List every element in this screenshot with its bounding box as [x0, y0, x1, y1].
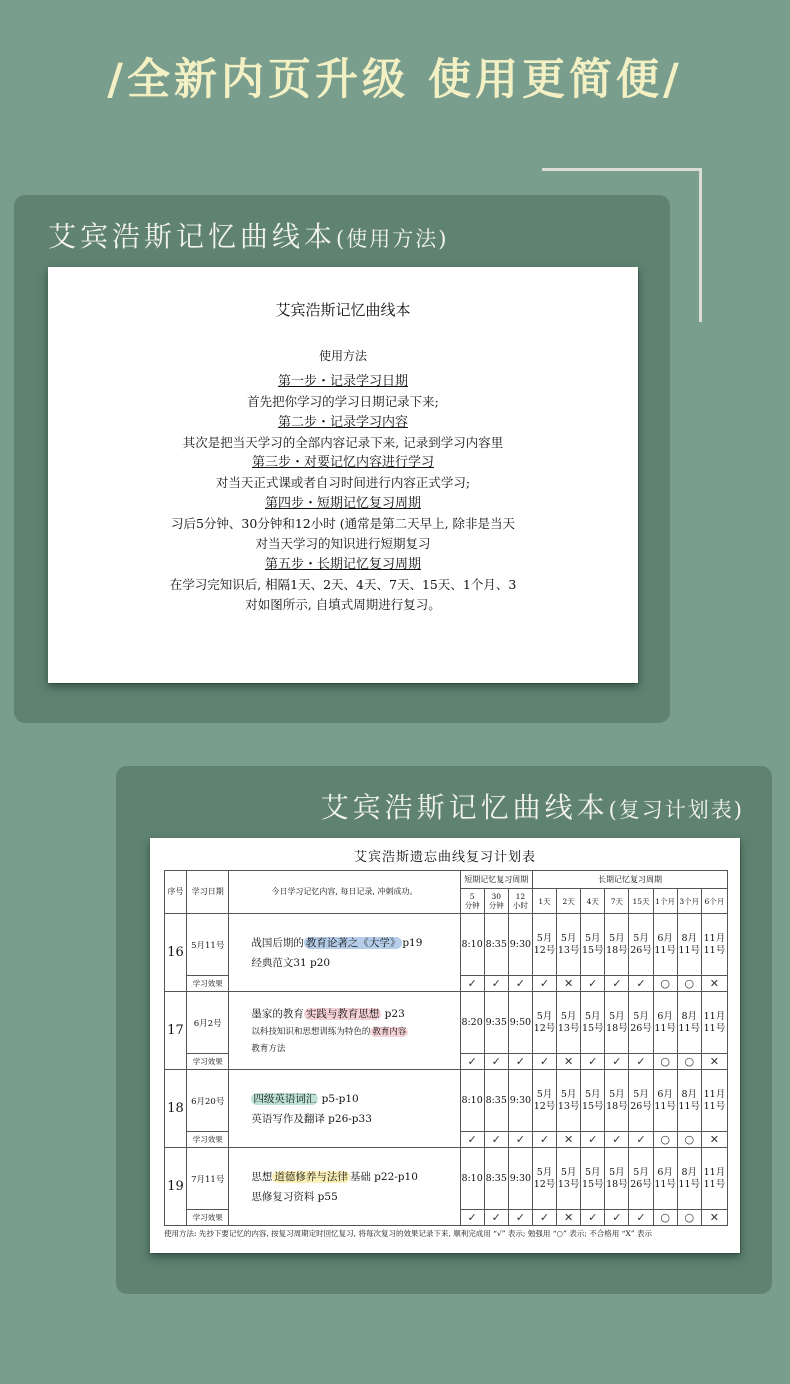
review-result-mark[interactable]: ✕ [557, 1054, 581, 1070]
step-4-text-2: 对当天学习的知识进行短期复习 [255, 536, 431, 551]
review-result-mark[interactable]: ○ [653, 1210, 677, 1226]
review-result-mark[interactable]: ✓ [581, 1054, 605, 1070]
long-term-date[interactable]: 11月 11号 [701, 992, 727, 1054]
review-result-mark[interactable]: ✓ [484, 976, 508, 992]
header-12h: 12 小时 [508, 889, 532, 914]
plan-row [165, 914, 728, 976]
row-date[interactable]: 6月2号 [187, 992, 229, 1054]
review-result-mark[interactable]: ✓ [460, 1054, 484, 1070]
plan-row [165, 1148, 728, 1210]
short-term-time[interactable]: 9:30 [508, 1070, 532, 1132]
review-result-mark[interactable]: ✕ [701, 1054, 727, 1070]
effect-label: 学习效果 [187, 976, 229, 992]
step-4-text-1: 习后5分钟、30分钟和12小时 (通常是第二天早上, 除非是当天 [170, 515, 516, 531]
review-result-mark[interactable]: ○ [653, 1132, 677, 1148]
long-term-date[interactable]: 6月 11号 [653, 1148, 677, 1210]
step-1-heading: 第一步・记录学习日期 [277, 374, 408, 389]
short-term-time[interactable]: 8:35 [484, 914, 508, 976]
long-term-date[interactable]: 5月 26号 [629, 1070, 653, 1132]
row-seq: 18 [165, 1070, 187, 1148]
promo-headline: /全新内页升级 使用更简便/ [107, 55, 683, 105]
review-result-mark[interactable]: ✓ [508, 976, 532, 992]
usage-panel-title [48, 217, 448, 259]
effect-label: 学习效果 [187, 1132, 229, 1148]
long-term-date[interactable]: 5月 15号 [581, 992, 605, 1054]
review-result-mark[interactable]: ✕ [557, 976, 581, 992]
long-term-date[interactable]: 5月 26号 [629, 914, 653, 976]
header-5min: 5 分钟 [460, 889, 484, 914]
long-term-date[interactable]: 5月 26号 [629, 1148, 653, 1210]
header-7d: 7天 [605, 889, 629, 914]
usage-panel-title-main: 艾宾浩斯记忆曲线本 [48, 220, 337, 253]
review-result-mark[interactable]: ✓ [605, 1132, 629, 1148]
short-term-time[interactable]: 9:35 [484, 992, 508, 1054]
review-result-mark[interactable]: ✓ [484, 1132, 508, 1148]
plan-panel-title [321, 788, 744, 830]
long-term-date[interactable]: 8月 11号 [677, 914, 701, 976]
review-result-mark[interactable]: ○ [653, 976, 677, 992]
highlighted-text: 四级英语词汇 [253, 1092, 317, 1105]
review-result-mark[interactable]: ✕ [557, 1132, 581, 1148]
effect-label: 学习效果 [187, 1210, 229, 1226]
long-term-date[interactable]: 5月 18号 [605, 992, 629, 1054]
review-result-mark[interactable]: ✓ [605, 1210, 629, 1226]
usage-panel-title-sub: (使用方法) [336, 227, 449, 251]
review-result-mark[interactable]: ✓ [581, 1132, 605, 1148]
content-line-2: 经典范文31 p20 [251, 956, 331, 969]
step-2-text: 其次是把当天学习的全部内容记录下来, 记录到学习内容里 [182, 434, 504, 450]
highlighted-text: 教育论著之《大学》 [305, 936, 401, 949]
long-term-date[interactable]: 5月 12号 [532, 1148, 556, 1210]
step-4-heading: 第四步・短期记忆复习周期 [264, 495, 421, 511]
header-seq: 序号 [165, 871, 187, 914]
long-term-date[interactable]: 5月 13号 [557, 914, 581, 976]
short-term-time[interactable]: 8:10 [460, 1070, 484, 1132]
plan-table-title: 艾宾浩斯遗忘曲线复习计划表 [353, 850, 536, 865]
content-line-1: 战国后期的 教育论著之《大学》 p19 [251, 936, 423, 949]
short-term-time[interactable]: 8:10 [460, 1148, 484, 1210]
row-seq: 16 [165, 914, 187, 992]
review-result-mark[interactable]: ✓ [532, 1054, 556, 1070]
content-line-1: 思想 道德修养与法律 基础 p22-p10 [251, 1170, 418, 1183]
long-term-date[interactable]: 6月 11号 [653, 914, 677, 976]
usage-card-title: 艾宾浩斯记忆曲线本 [275, 301, 411, 319]
long-term-date[interactable]: 5月 13号 [557, 1148, 581, 1210]
step-5-text-1: 在学习完知识后, 相隔1天、2天、4天、7天、15天、1个月、3 [169, 576, 517, 592]
row-seq: 19 [165, 1148, 187, 1226]
short-term-time[interactable]: 9:30 [508, 914, 532, 976]
header-date: 学习日期 [187, 871, 229, 914]
row-date[interactable]: 7月11号 [187, 1148, 229, 1210]
short-term-time[interactable]: 8:20 [460, 992, 484, 1054]
highlighted-text: 实践与教育思想 [305, 1007, 380, 1020]
plan-row [165, 992, 728, 1054]
content-line-3: 教育方法 [251, 1043, 286, 1054]
content-line-2: 英语写作及翻译 p26-p33 [251, 1112, 372, 1125]
review-result-mark[interactable]: ✓ [508, 1210, 532, 1226]
review-result-mark[interactable]: ○ [677, 1210, 701, 1226]
header-4d: 4天 [581, 889, 605, 914]
row-content[interactable] [229, 914, 460, 992]
plan-panel [116, 766, 772, 1294]
step-5-text-2: 对如图所示, 自填式周期进行复习。 [245, 597, 441, 612]
header-6m: 6个月 [701, 889, 727, 914]
review-result-mark[interactable]: ✓ [532, 1210, 556, 1226]
short-term-time[interactable]: 9:30 [508, 1148, 532, 1210]
short-term-time[interactable]: 8:10 [460, 914, 484, 976]
long-term-date[interactable]: 5月 18号 [605, 914, 629, 976]
usage-steps [48, 372, 638, 616]
plan-usage-footnote: 使用方法: 先抄下要记忆的内容, 按复习周期定时回忆复习, 将每次复习的效果记录下来, 顺利完成用 “√” 表示; 勉强用 “○” 表示; 不合格用 “X” 表示 [164, 1229, 653, 1238]
decorative-corner-line-vertical [699, 168, 702, 322]
review-result-mark[interactable]: ✕ [557, 1210, 581, 1226]
review-result-mark[interactable]: ✓ [581, 976, 605, 992]
usage-card [48, 267, 638, 683]
plan-panel-title-main: 艾宾浩斯记忆曲线本 [320, 791, 609, 824]
short-term-time[interactable]: 8:35 [484, 1070, 508, 1132]
long-term-date[interactable]: 5月 13号 [557, 992, 581, 1054]
plan-panel-title-sub: (复习计划表) [608, 798, 744, 822]
highlighted-text: 教育内容 [372, 1026, 407, 1037]
long-term-date[interactable]: 8月 11号 [677, 992, 701, 1054]
highlighted-text: 道德修养与法律 [274, 1170, 348, 1183]
review-result-mark[interactable]: ✓ [629, 1132, 653, 1148]
review-result-mark[interactable]: ○ [677, 976, 701, 992]
review-result-mark[interactable]: ✓ [605, 976, 629, 992]
review-result-mark[interactable]: ✕ [701, 1210, 727, 1226]
long-term-date[interactable]: 5月 15号 [581, 1148, 605, 1210]
header-15d: 15天 [629, 889, 653, 914]
content-line-2: 思修复习资料 p55 [251, 1190, 338, 1203]
row-content[interactable] [229, 1148, 460, 1226]
review-result-mark[interactable]: ✓ [629, 1210, 653, 1226]
step-2-heading: 第二步・记录学习内容 [277, 414, 408, 430]
content-line-1: 四级英语词汇 p5-p10 [253, 1092, 359, 1105]
review-plan-table [164, 870, 728, 1226]
header-30min: 30 分钟 [484, 889, 508, 914]
content-line-1: 墨家的教育 实践与教育思想 p23 [251, 1007, 405, 1020]
long-term-date[interactable]: 5月 13号 [557, 1070, 581, 1132]
step-3-heading: 第三步・对要记忆内容进行学习 [251, 455, 434, 470]
step-1-text: 首先把你学习的学习日期记录下来; [247, 394, 439, 409]
header-1d: 1天 [532, 889, 556, 914]
review-result-mark[interactable]: ✓ [532, 976, 556, 992]
review-result-mark[interactable]: ✓ [629, 1054, 653, 1070]
review-result-mark[interactable]: ✓ [629, 976, 653, 992]
header-1m: 1个月 [653, 889, 677, 914]
step-5-heading: 第五步・长期记忆复习周期 [264, 556, 421, 572]
review-result-mark[interactable]: ○ [677, 1054, 701, 1070]
usage-panel [14, 195, 670, 723]
long-term-date[interactable]: 6月 11号 [653, 1070, 677, 1132]
long-term-date[interactable]: 5月 15号 [581, 914, 605, 976]
review-result-mark[interactable]: ✓ [460, 976, 484, 992]
review-result-mark[interactable]: ○ [677, 1132, 701, 1148]
header-long-term: 长期记忆复习周期 [532, 871, 727, 889]
long-term-date[interactable]: 11月 11号 [701, 1070, 727, 1132]
short-term-time[interactable]: 8:35 [484, 1148, 508, 1210]
header-3m: 3个月 [677, 889, 701, 914]
review-result-mark[interactable]: ✓ [581, 1210, 605, 1226]
review-result-mark[interactable]: ✓ [532, 1132, 556, 1148]
header-short-term: 短期记忆复习周期 [460, 871, 532, 889]
long-term-date[interactable]: 11月 11号 [701, 914, 727, 976]
step-3-text: 对当天正式课或者自习时间进行内容正式学习; [215, 475, 471, 490]
review-result-mark[interactable]: ✓ [508, 1132, 532, 1148]
row-date[interactable]: 6月20号 [187, 1070, 229, 1132]
long-term-date[interactable]: 5月 15号 [581, 1070, 605, 1132]
row-content[interactable] [229, 1070, 460, 1148]
long-term-date[interactable]: 5月 12号 [532, 1070, 556, 1132]
long-term-date[interactable]: 5月 18号 [605, 1148, 629, 1210]
short-term-time[interactable]: 9:50 [508, 992, 532, 1054]
long-term-date[interactable]: 5月 18号 [605, 1070, 629, 1132]
review-result-mark[interactable]: ✕ [701, 976, 727, 992]
review-result-mark[interactable]: ○ [653, 1054, 677, 1070]
review-result-mark[interactable]: ✓ [605, 1054, 629, 1070]
row-date[interactable]: 5月11号 [187, 914, 229, 976]
plan-row [165, 1070, 728, 1132]
content-line-2: 以科技知识和思想训练为特色的 教育内容 [251, 1026, 407, 1037]
long-term-date[interactable]: 5月 12号 [532, 992, 556, 1054]
row-content[interactable] [229, 992, 460, 1070]
row-seq: 17 [165, 992, 187, 1070]
usage-card-subtitle: 使用方法 [318, 349, 367, 363]
long-term-date[interactable]: 5月 26号 [629, 992, 653, 1054]
long-term-date[interactable]: 11月 11号 [701, 1148, 727, 1210]
header-content: 今日学习记忆内容, 每日记录, 冲刺成功。 [229, 871, 460, 914]
long-term-date[interactable]: 5月 12号 [532, 914, 556, 976]
decorative-corner-line-horizontal [542, 168, 702, 171]
review-result-mark[interactable]: ✓ [508, 1054, 532, 1070]
header-2d: 2天 [557, 889, 581, 914]
plan-card [150, 838, 740, 1253]
review-result-mark[interactable]: ✓ [484, 1210, 508, 1226]
long-term-date[interactable]: 6月 11号 [653, 992, 677, 1054]
review-result-mark[interactable]: ✕ [701, 1132, 727, 1148]
effect-label: 学习效果 [187, 1054, 229, 1070]
review-result-mark[interactable]: ✓ [460, 1210, 484, 1226]
long-term-date[interactable]: 8月 11号 [677, 1070, 701, 1132]
review-result-mark[interactable]: ✓ [484, 1054, 508, 1070]
review-result-mark[interactable]: ✓ [460, 1132, 484, 1148]
long-term-date[interactable]: 8月 11号 [677, 1148, 701, 1210]
